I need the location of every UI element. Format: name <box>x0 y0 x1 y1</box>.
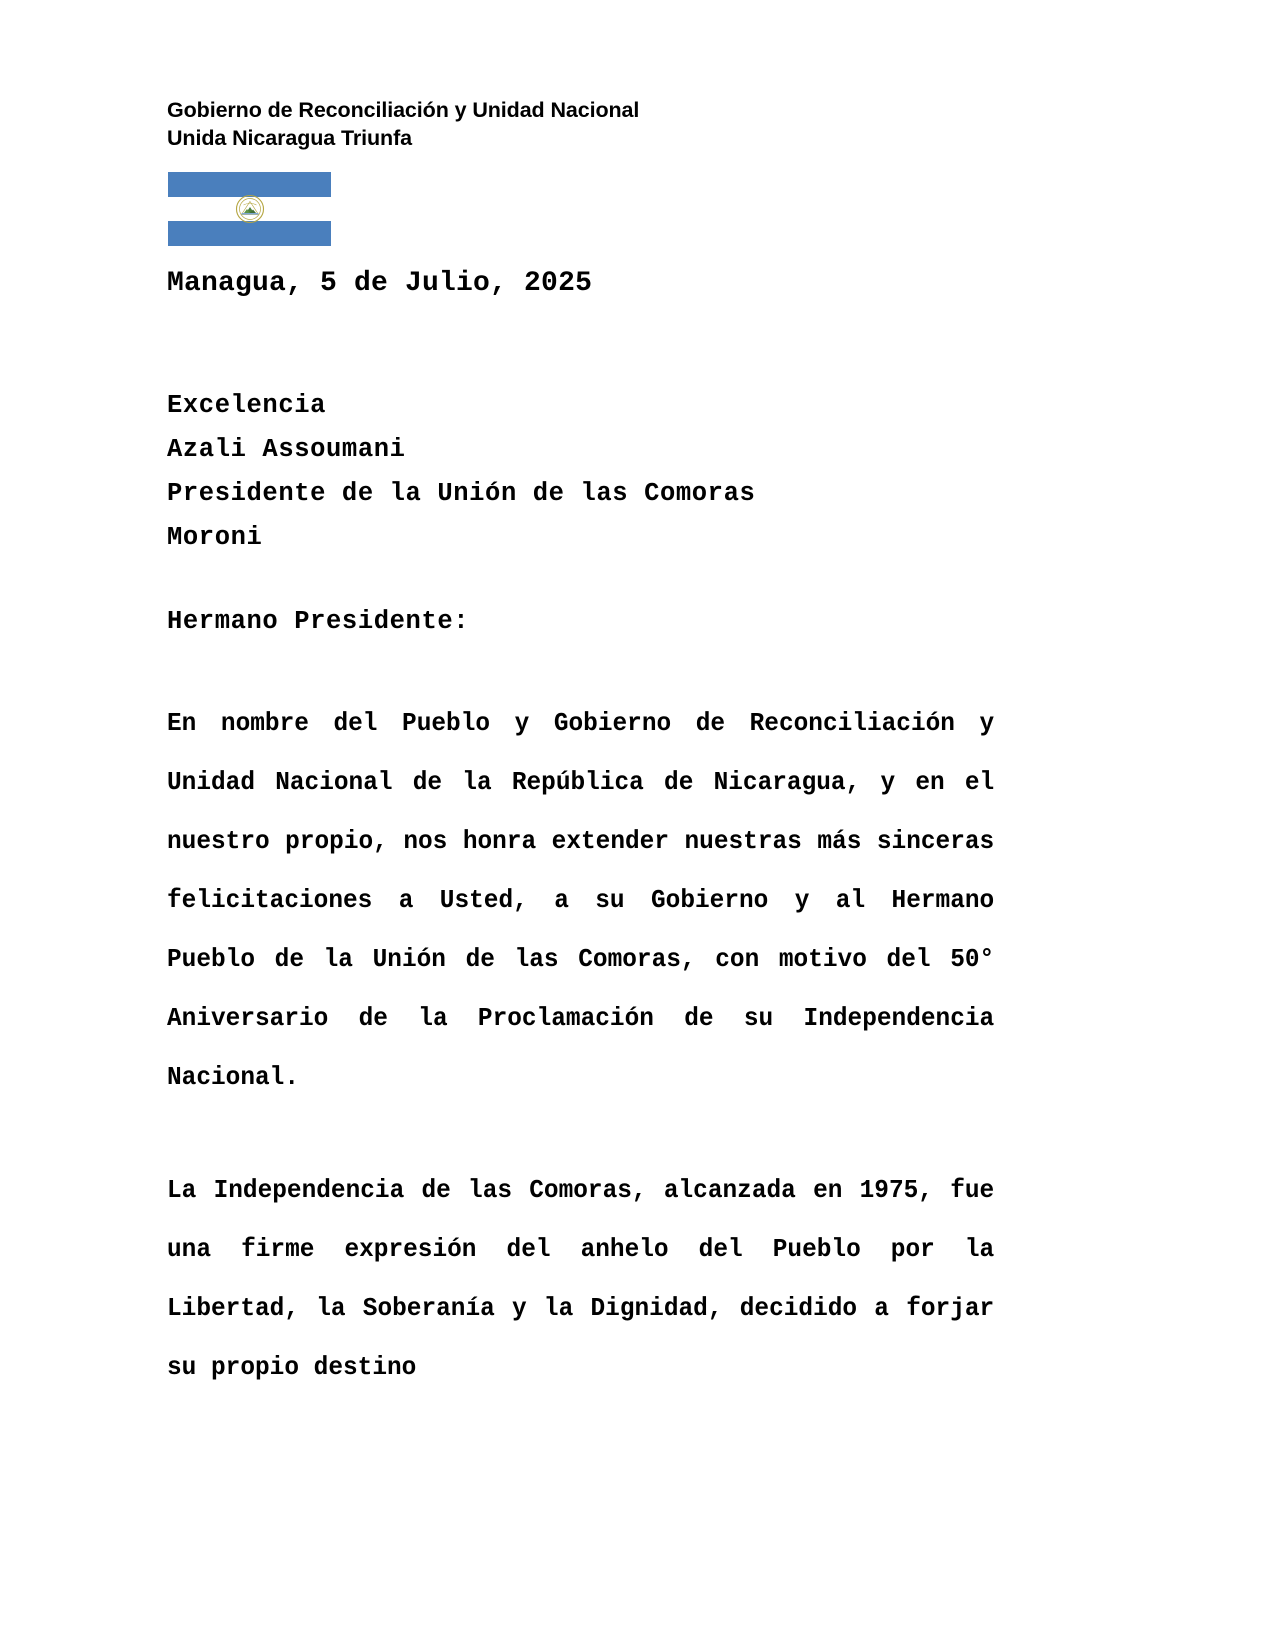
addressee-city: Moroni <box>167 523 263 552</box>
nicaragua-flag <box>168 172 331 246</box>
salutation: Hermano Presidente: <box>167 607 470 636</box>
body-paragraph-1: En nombre del Pueblo y Gobierno de Reconciliación y Unidad Nacional de la República de Nicaragua, y en el nuestro propio, nos honra extender nuestras más sinceras felicitaciones a Usted, a su Gobierno y al Hermano Pueblo de la Unión de las Comoras, con motivo del 50° Aniversario de la Proclamación de su Independencia Nacional. <box>167 708 995 1092</box>
addressee-name: Azali Assoumani <box>167 435 406 464</box>
coat-of-arms-icon <box>235 194 265 224</box>
addressee-honorific: Excelencia <box>167 391 327 420</box>
flag-band-bottom <box>168 221 331 246</box>
addressee-title: Presidente de la Unión de las Comoras <box>167 479 756 508</box>
flag-graphic <box>168 172 331 246</box>
date-line: Managua, 5 de Julio, 2025 <box>167 268 593 299</box>
letterhead-line-2: Unida Nicaragua Triunfa <box>167 126 413 150</box>
flag-band-top <box>168 172 331 197</box>
letter-body <box>167 262 1047 1397</box>
body-paragraph-2: La Independencia de las Comoras, alcanzada en 1975, fue una firme expresión del anhelo del Pueblo por la Libertad, la Soberanía y la Dignidad, decidido a forjar su propio destino <box>167 1175 995 1382</box>
letterhead-line-1: Gobierno de Reconciliación y Unidad Nacional <box>167 98 640 122</box>
letterhead <box>167 96 1067 152</box>
